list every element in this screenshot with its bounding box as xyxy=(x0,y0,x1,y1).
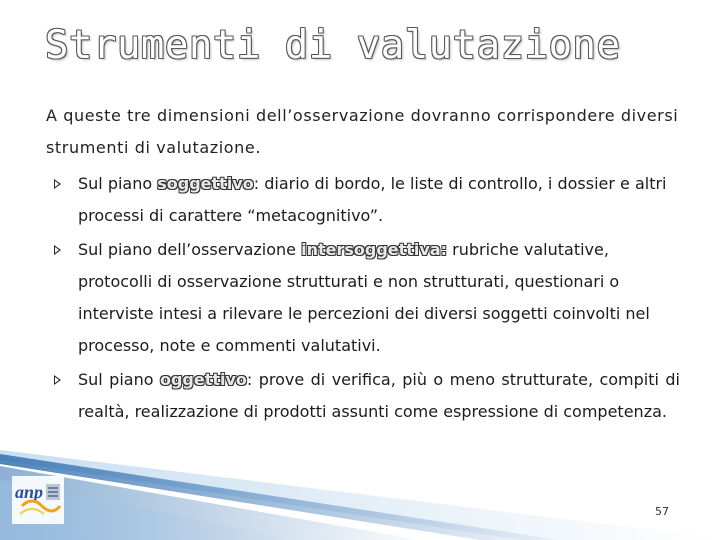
bullet-item-oggettivo xyxy=(52,364,680,428)
arrow-bullet-icon xyxy=(54,179,61,189)
intro-paragraph: A queste tre dimensioni dell’osservazione dovranno corrispondere diversi strumenti di valutazione. xyxy=(46,106,679,157)
bullet-prefix: Sul piano xyxy=(78,174,158,193)
arrow-bullet-icon xyxy=(54,375,61,385)
bullet-item-intersoggettiva xyxy=(52,234,680,362)
bullet-list xyxy=(52,168,680,430)
bullet-prefix: Sul piano xyxy=(78,370,160,389)
bullet-suffix: : diario di bordo, le liste di controllo, i dossier e altri processi di carattere “metacognitivo”. xyxy=(78,174,667,225)
slide-title: Strumenti di valutazione xyxy=(45,23,621,68)
bullet-emphasis: oggettivo xyxy=(159,370,247,389)
bullet-item-soggettivo xyxy=(52,168,680,232)
anp-logo xyxy=(12,476,64,524)
page-number: 57 xyxy=(655,505,669,518)
bullet-emphasis: intersoggettiva: xyxy=(301,240,448,259)
arrow-bullet-icon xyxy=(54,245,61,255)
bullet-suffix: : prove di verifica, più o meno strutturate, compiti di realtà, realizzazione di prodotti assunti come espressione di competenza. xyxy=(78,370,681,421)
bullet-prefix: Sul piano dell’osservazione xyxy=(78,240,302,259)
svg-text:anp: anp xyxy=(15,482,44,502)
bullet-emphasis: soggettivo xyxy=(157,174,254,193)
footer-decoration xyxy=(0,450,720,540)
bullet-suffix: rubriche valutative, protocolli di osservazione strutturati e non strutturati, questionari o interviste intesi a rilevare le percezioni dei diversi soggetti coinvolti nel processo, note e commenti valutativi. xyxy=(78,240,650,355)
